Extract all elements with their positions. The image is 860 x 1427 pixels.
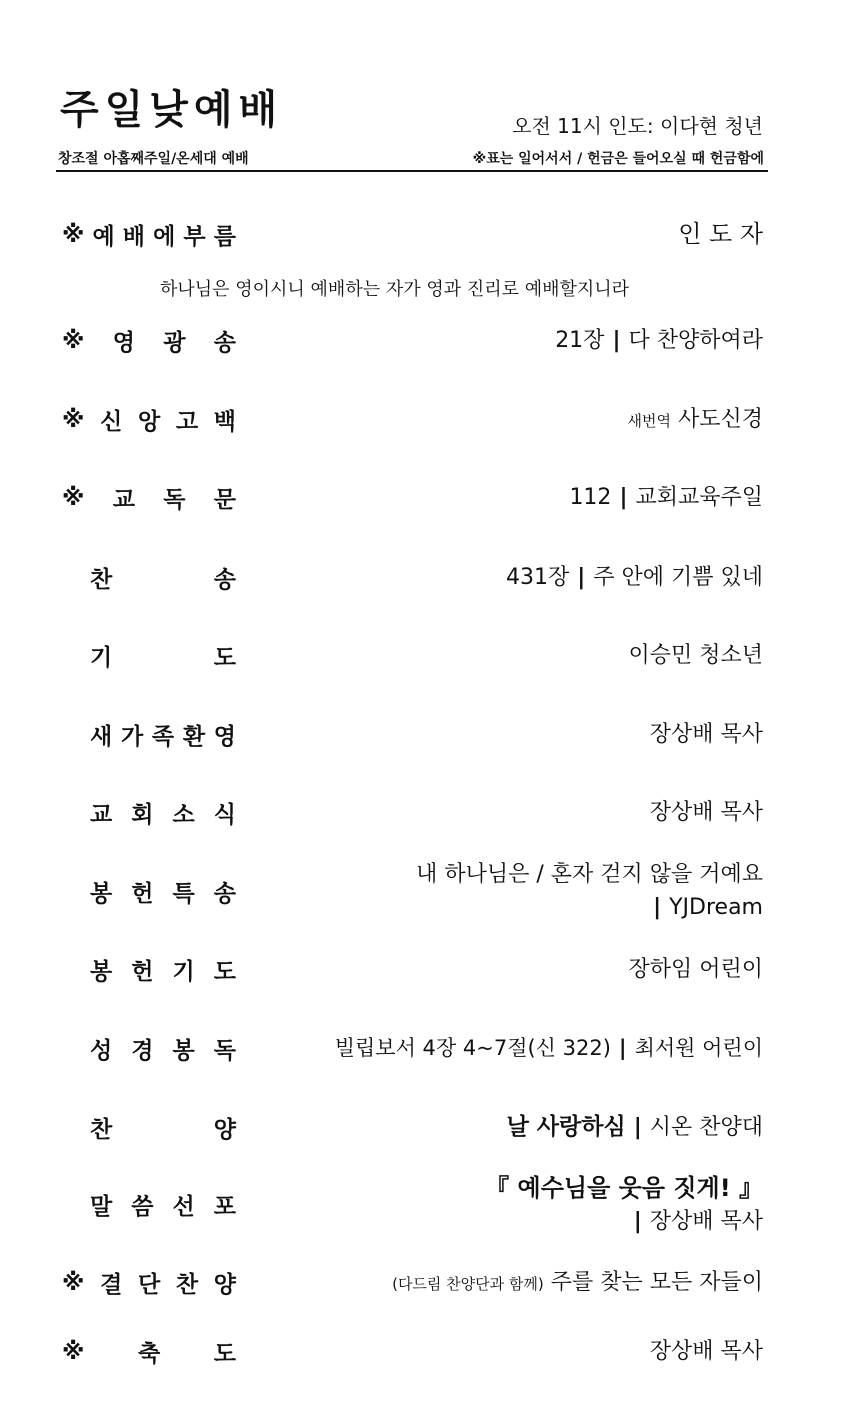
item-label: ※ 축 도 xyxy=(62,1338,236,1367)
item-label: 말 씀 선 포 xyxy=(90,1194,236,1220)
item-label: 봉 헌 특 송 xyxy=(90,881,236,907)
standing-mark: ※ xyxy=(62,1269,85,1296)
performer: YJDream xyxy=(669,895,763,920)
standing-mark: ※ xyxy=(62,1338,85,1365)
service-subtitle: 창조절 아홉째주일/온세대 예배 xyxy=(58,151,249,167)
item-value xyxy=(555,324,763,357)
hymn-title: 주 안에 기쁨 있네 xyxy=(593,565,763,590)
song-title: 내 하나님은 / 혼자 걷지 않을 거예요 xyxy=(416,862,763,887)
creed-title: 사도신경 xyxy=(677,407,763,432)
item-value xyxy=(569,481,763,514)
song-title: 주를 찾는 모든 자들이 xyxy=(550,1270,763,1295)
separator: | xyxy=(633,1115,642,1140)
scripture-reader: 최서원 어린이 xyxy=(634,1036,763,1060)
item-label: 성 경 봉 독 xyxy=(90,1038,236,1064)
item-value: 장상배 목사 xyxy=(649,722,763,747)
item-value: 인 도 자 xyxy=(678,220,763,248)
standing-note: ※표는 일어서서 / 헌금은 들어오실 때 헌금함에 xyxy=(472,151,764,167)
item-label: 봉 헌 기 도 xyxy=(90,959,236,985)
item-value: 이승민 청소년 xyxy=(628,643,763,668)
song-note: (다드림 찬양단과 함께) xyxy=(392,1275,544,1293)
item-value xyxy=(507,1111,763,1144)
item-label: ※ 신 앙 고 백 xyxy=(62,406,236,435)
item-label: 새 가 족 환 영 xyxy=(90,724,236,750)
item-label: ※ 결 단 찬 양 xyxy=(62,1269,236,1298)
item-label: ※ 예 배 에 부 름 xyxy=(62,221,236,250)
hymn-number: 431장 xyxy=(505,565,570,590)
separator: | xyxy=(619,485,628,510)
choir-name: 시온 찬양대 xyxy=(649,1115,763,1140)
item-label: ※ 교 독 문 xyxy=(62,484,236,513)
standing-mark: ※ xyxy=(62,221,85,248)
item-value: 장상배 목사 xyxy=(649,800,763,825)
separator: | xyxy=(633,1209,642,1234)
preacher: 장상배 목사 xyxy=(649,1209,763,1234)
standing-mark: ※ xyxy=(62,327,85,354)
sermon-title: 『 예수님을 웃음 짓게! 』 xyxy=(485,1174,763,1202)
item-label: 찬 양 xyxy=(90,1117,236,1143)
translation-label: 새번역 xyxy=(627,412,671,430)
hymn-number: 21장 xyxy=(555,328,605,353)
item-value xyxy=(392,1266,763,1301)
scripture-passage: 빌립보서 4장 4~7절(신 322) xyxy=(334,1036,611,1060)
item-value xyxy=(485,1172,763,1238)
item-value: 장상배 목사 xyxy=(649,1339,763,1364)
separator: | xyxy=(618,1036,627,1060)
item-value xyxy=(416,858,763,924)
item-label: ※ 영 광 송 xyxy=(62,327,236,356)
hymn-title: 다 찬양하여라 xyxy=(628,328,763,353)
item-value: 장하임 어린이 xyxy=(628,957,763,982)
separator: | xyxy=(612,328,621,353)
service-time-leader: 오전 11시 인도: 이다현 청년 xyxy=(512,114,763,138)
separator: | xyxy=(653,895,662,920)
scripture-verse: 하나님은 영이시니 예배하는 자가 영과 진리로 예배할지니라 xyxy=(160,279,630,300)
item-label: 교 회 소 식 xyxy=(90,802,236,828)
reading-number: 112 xyxy=(569,485,612,510)
standing-mark: ※ xyxy=(62,484,85,511)
page-title: 주일낮예배 xyxy=(60,87,284,133)
item-value xyxy=(506,561,763,594)
standing-mark: ※ xyxy=(62,406,85,433)
item-label: 기 도 xyxy=(90,645,236,671)
item-value xyxy=(628,403,764,438)
anthem-title: 날 사랑하심 xyxy=(506,1114,626,1140)
header-divider xyxy=(56,170,768,172)
item-value xyxy=(335,1032,763,1065)
separator: | xyxy=(577,565,586,590)
item-label: 찬 송 xyxy=(90,567,236,593)
reading-title: 교회교육주일 xyxy=(635,485,763,510)
